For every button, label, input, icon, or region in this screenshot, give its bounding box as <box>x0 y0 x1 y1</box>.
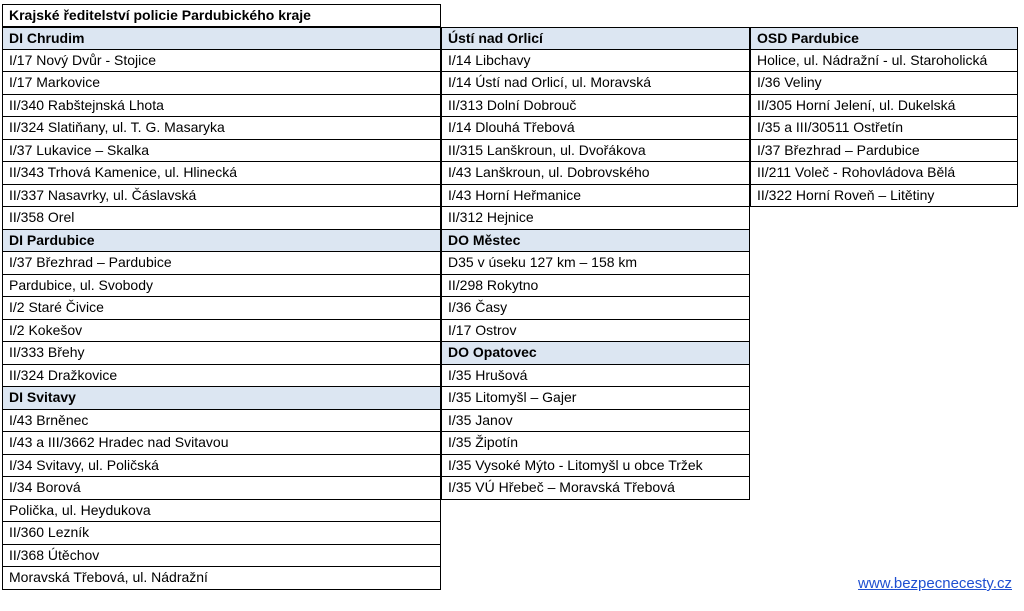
table-row: I/43 Lanškroun, ul. Dobrovského <box>441 162 750 185</box>
table-row: I/35 Hrušová <box>441 365 750 388</box>
table-row: I/36 Veliny <box>750 72 1018 95</box>
section-header: DO Opatovec <box>441 342 750 365</box>
table-row: I/35 Vysoké Mýto - Litomyšl u obce Tržek <box>441 455 750 478</box>
table-row: D35 v úseku 127 km – 158 km <box>441 252 750 275</box>
table-row: I/37 Březhrad – Pardubice <box>750 140 1018 163</box>
website-link[interactable]: www.bezpecnecesty.cz <box>858 575 1012 592</box>
table-row: I/35 Janov <box>441 410 750 433</box>
table-row: II/211 Voleč - Rohovládova Bělá <box>750 162 1018 185</box>
table-row: II/324 Dražkovice <box>2 365 441 388</box>
table-row: I/2 Staré Čivice <box>2 297 441 320</box>
section-header: OSD Pardubice <box>750 27 1018 50</box>
table-row: I/35 Litomyšl – Gajer <box>441 387 750 410</box>
table-row: II/343 Trhová Kamenice, ul. Hlinecká <box>2 162 441 185</box>
column-1 <box>2 27 441 590</box>
section-header: DI Pardubice <box>2 230 441 253</box>
table-row: I/37 Lukavice – Skalka <box>2 140 441 163</box>
section-header: Ústí nad Orlicí <box>441 27 750 50</box>
table-row: I/35 Žipotín <box>441 432 750 455</box>
table-row: I/34 Borová <box>2 477 441 500</box>
table-row: Moravská Třebová, ul. Nádražní <box>2 567 441 590</box>
table-row: I/14 Dlouhá Třebová <box>441 117 750 140</box>
table-row: Polička, ul. Heydukova <box>2 500 441 523</box>
table-row: I/43 Brněnec <box>2 410 441 433</box>
section-header: DO Městec <box>441 230 750 253</box>
table-row: II/358 Orel <box>2 207 441 230</box>
table-row: I/17 Ostrov <box>441 320 750 343</box>
table-row: Holice, ul. Nádražní - ul. Staroholická <box>750 50 1018 73</box>
table-row: II/340 Rabštejnská Lhota <box>2 95 441 118</box>
table-row: I/37 Březhrad – Pardubice <box>2 252 441 275</box>
table-row: II/312 Hejnice <box>441 207 750 230</box>
table-row: I/2 Kokešov <box>2 320 441 343</box>
table-row: II/337 Nasavrky, ul. Čáslavská <box>2 185 441 208</box>
table-row: Pardubice, ul. Svobody <box>2 275 441 298</box>
table-title: Krajské ředitelství policie Pardubického kraje <box>2 4 441 27</box>
table-row: I/43 Horní Heřmanice <box>441 185 750 208</box>
section-header: DI Chrudim <box>2 27 441 50</box>
table-row: I/35 VÚ Hřebeč – Moravská Třebová <box>441 477 750 500</box>
table-row: II/315 Lanškroun, ul. Dvořákova <box>441 140 750 163</box>
table-row: II/305 Horní Jelení, ul. Dukelská <box>750 95 1018 118</box>
table-row: I/35 a III/30511 Ostřetín <box>750 117 1018 140</box>
table-row: I/17 Markovice <box>2 72 441 95</box>
table-row: II/333 Břehy <box>2 342 441 365</box>
table-row: I/14 Ústí nad Orlicí, ul. Moravská <box>441 72 750 95</box>
table-row: I/14 Libchavy <box>441 50 750 73</box>
table-row: I/17 Nový Dvůr - Stojice <box>2 50 441 73</box>
table-row: II/322 Horní Roveň – Litětiny <box>750 185 1018 208</box>
table-row: I/43 a III/3662 Hradec nad Svitavou <box>2 432 441 455</box>
table-row: II/360 Lezník <box>2 522 441 545</box>
column-3 <box>750 27 1018 207</box>
table-row: II/298 Rokytno <box>441 275 750 298</box>
table-row: II/324 Slatiňany, ul. T. G. Masaryka <box>2 117 441 140</box>
table-row: I/36 Časy <box>441 297 750 320</box>
column-2 <box>441 27 750 500</box>
table-row: I/34 Svitavy, ul. Poličská <box>2 455 441 478</box>
section-header: DI Svitavy <box>2 387 441 410</box>
table-row: II/368 Útěchov <box>2 545 441 568</box>
table-row: II/313 Dolní Dobrouč <box>441 95 750 118</box>
